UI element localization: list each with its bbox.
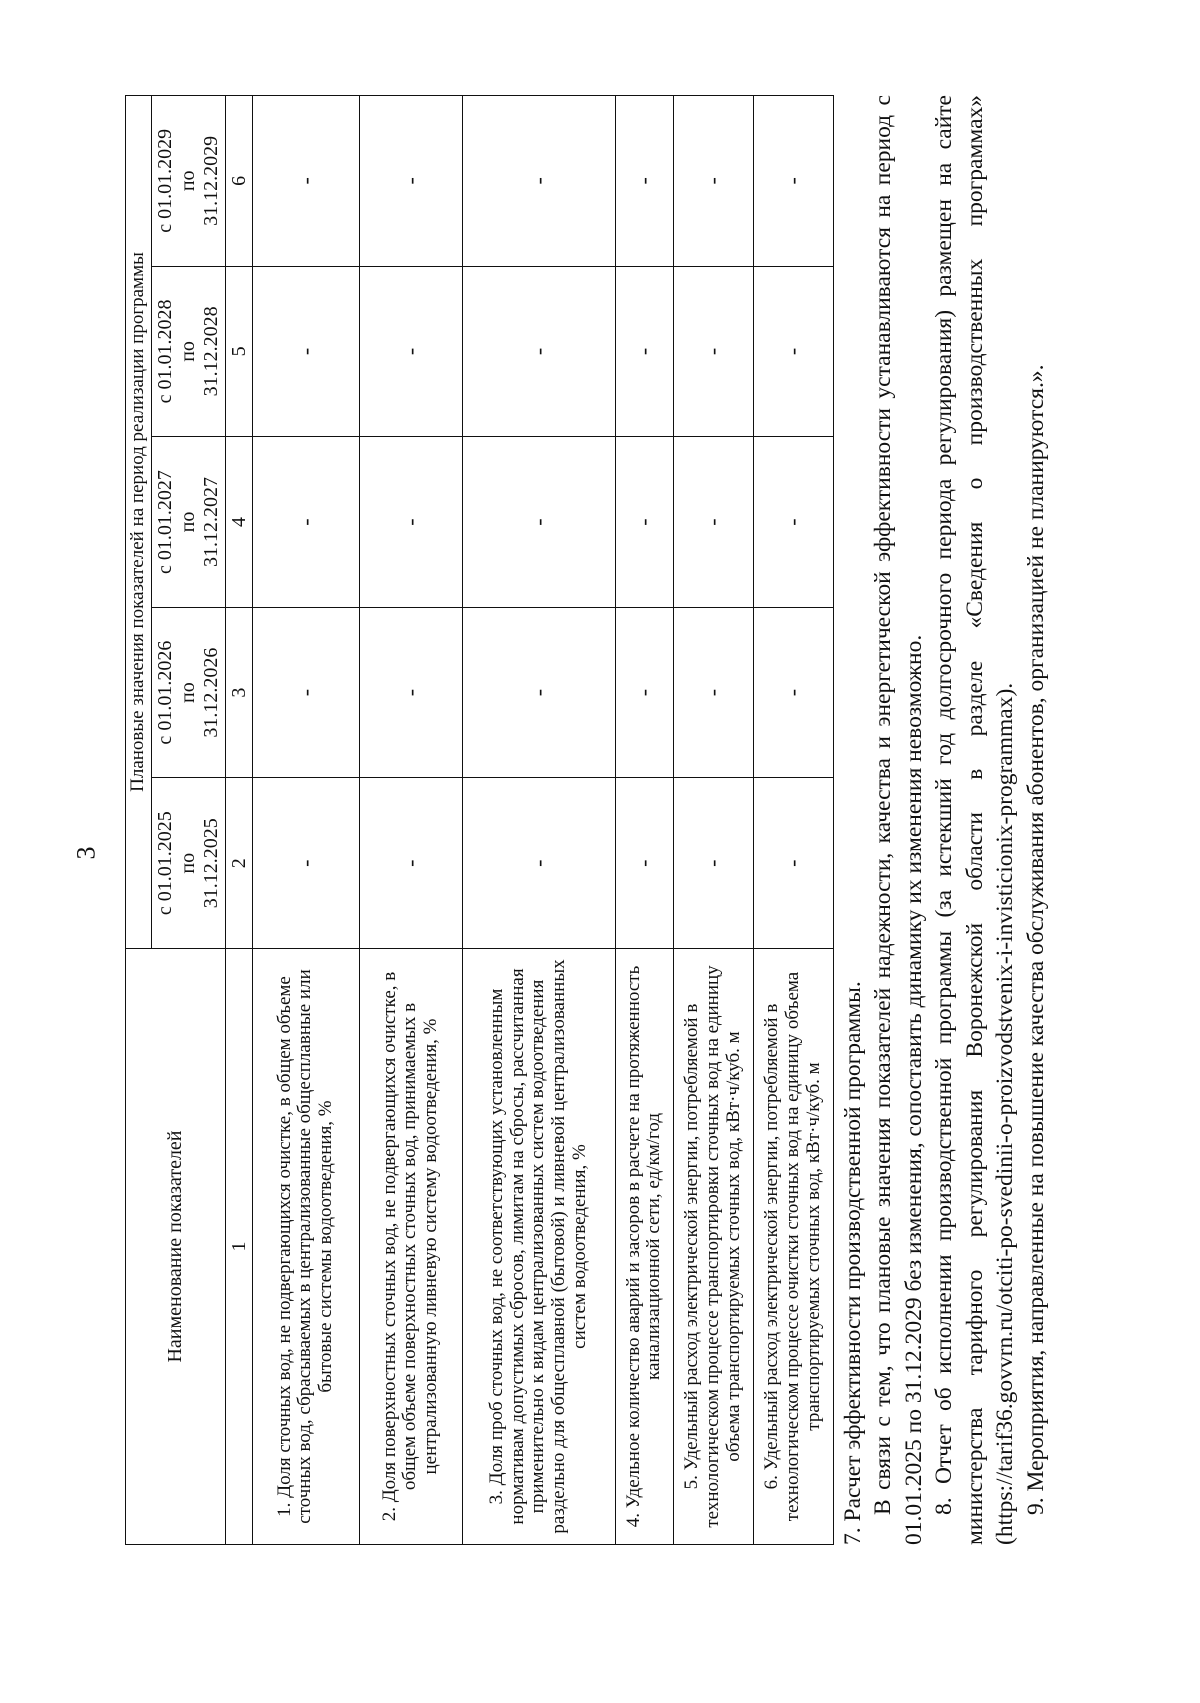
value-cell: -: [462, 96, 615, 267]
indicator-name: 4. Удельное количество аварий и засоров в расчете на протяженность канализационной сети, ед/км/год: [615, 949, 673, 1545]
section-8-text: 8. Отчет об исполнении производственной программы (за истекший год долгосрочного периода регулирования) размещен на сайте министерства тарифного регулирования Воронежской области в разделе «Сведения о производственных программах» (https://tarif36.govvrn.ru/otciti-po-svedinii-o-proizvodstvenix-i-invisticionix-programmax).: [931, 95, 1019, 1545]
indicator-name: 3. Доля проб сточных вод, не соответствующих установленным нормативам допустимых сбросов, лимитам на сбросы, рассчитанная применительно к видам централизованных систем водоотведения раздельно для общесплавной (бытовой) и ливневой централизованных систем водоотведения, %: [462, 949, 615, 1545]
table-row: [252, 96, 359, 1545]
value-cell: -: [615, 607, 673, 778]
column-number: 1: [225, 949, 252, 1545]
value-cell: -: [359, 607, 462, 778]
table-row: [359, 96, 462, 1545]
planned-values-header: Плановые значения показателей на период реализации программы: [126, 96, 152, 949]
value-cell: -: [359, 96, 462, 267]
indicator-name: 2. Доля поверхностных сточных вод, не подвергающихся очистке, в общем объеме поверхностных сточных вод, принимаемых в централизованную ливневую систему водоотведения, %: [359, 949, 462, 1545]
value-cell: -: [462, 266, 615, 437]
rotated-page-content: [122, 20, 1049, 1565]
period-header-2026: с 01.01.2026 по 31.12.2026: [151, 607, 225, 778]
indicator-name: 5. Удельный расход электрической энергии, потребляемой в технологическом процессе транспортировки сточных вод на единицу объема транспортируемых сточных вод, кВт·ч/куб. м: [673, 949, 753, 1545]
body-paragraphs: [838, 95, 1052, 1545]
value-cell: -: [462, 778, 615, 949]
table-row: [615, 96, 673, 1545]
value-cell: -: [615, 437, 673, 608]
column-number: 5: [225, 266, 252, 437]
value-cell: -: [753, 778, 833, 949]
value-cell: -: [673, 266, 753, 437]
value-cell: -: [615, 778, 673, 949]
value-cell: -: [673, 96, 753, 267]
value-cell: -: [359, 266, 462, 437]
period-header-2025: с 01.01.2025 по 31.12.2025: [151, 778, 225, 949]
column-number: 4: [225, 437, 252, 608]
value-cell: -: [359, 778, 462, 949]
column-number: 6: [225, 96, 252, 267]
value-cell: -: [462, 437, 615, 608]
value-cell: -: [673, 437, 753, 608]
value-cell: -: [359, 437, 462, 608]
section-9-text: 9. Мероприятия, направленные на повышение качества обслуживания абонентов, организацией не планируются.».: [1022, 364, 1049, 1515]
value-cell: -: [753, 266, 833, 437]
value-cell: -: [753, 607, 833, 778]
value-cell: -: [615, 266, 673, 437]
value-cell: -: [252, 96, 359, 267]
value-cell: -: [252, 607, 359, 778]
table-row: [462, 96, 615, 1545]
value-cell: -: [673, 607, 753, 778]
table-row: [753, 96, 833, 1545]
value-cell: -: [753, 96, 833, 267]
column-number: 3: [225, 607, 252, 778]
value-cell: -: [252, 266, 359, 437]
value-cell: -: [615, 96, 673, 267]
period-header-2029: с 01.01.2029 по 31.12.2029: [151, 96, 225, 267]
period-header-2028: с 01.01.2028 по 31.12.2028: [151, 266, 225, 437]
value-cell: -: [462, 607, 615, 778]
value-cell: -: [252, 437, 359, 608]
indicator-name: 1. Доля сточных вод, не подвергающихся очистке, в общем объеме сточных вод, сбрасываемых в централизованные общесплавные или бытовые системы водоотведения, %: [252, 949, 359, 1545]
page-number: 3: [71, 846, 101, 860]
column-number-row: [225, 96, 252, 1545]
value-cell: -: [673, 778, 753, 949]
section-7-heading: 7. Расчет эффективности производственной программы.: [839, 981, 866, 1545]
section-7-text: В связи с тем, что плановые значения показателей надежности, качества и энергетической эффективности устанавливаются на период с 01.01.2025 по 31.12.2029 без изменения, сопоставить динамику их изменения невозможно.: [870, 95, 927, 1545]
column-number: 2: [225, 778, 252, 949]
table-row: [673, 96, 753, 1545]
period-header-2027: с 01.01.2027 по 31.12.2027: [151, 437, 225, 608]
indicators-table: [125, 95, 834, 1545]
value-cell: -: [252, 778, 359, 949]
value-cell: -: [753, 437, 833, 608]
name-column-header: Наименование показателей: [126, 949, 226, 1545]
indicator-name: 6. Удельный расход электрической энергии, потребляемой в технологическом процессе очистки сточных вод на единицу объема транспортируемых сточных вод, кВт·ч/куб. м: [753, 949, 833, 1545]
